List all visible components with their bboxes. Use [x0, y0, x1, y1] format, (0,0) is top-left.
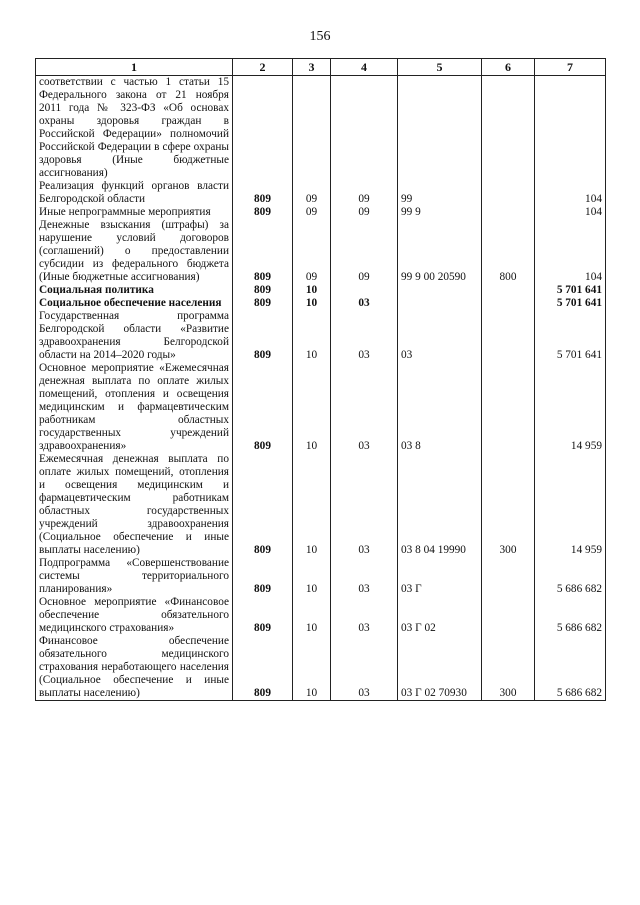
row-name: Реализация функций органов власти Белгородской области [36, 180, 233, 206]
cell-amount: 5 686 682 [535, 596, 606, 635]
cell-amount: 5 701 641 [535, 310, 606, 362]
cell-subsection [331, 284, 398, 297]
cell-amount: 104 [535, 219, 606, 284]
cell-section: 10 [293, 362, 331, 453]
cell-subsection [331, 76, 398, 181]
cell-subsection: 09 [331, 180, 398, 206]
table-row [36, 219, 606, 284]
cell-target-article [398, 297, 482, 310]
cell-target-article: 03 [398, 310, 482, 362]
cell-section: 10 [293, 557, 331, 596]
table-row [36, 596, 606, 635]
cell-target-article: 99 9 [398, 206, 482, 219]
row-name: Финансовое обеспечение обязательного медицинского страхования неработающего населения (Социальное обеспечение и иные выплаты населению) [36, 635, 233, 701]
cell-ministry: 809 [233, 310, 293, 362]
cell-expense-type [482, 362, 535, 453]
table-row [36, 284, 606, 297]
cell-expense-type [482, 297, 535, 310]
row-name: Денежные взыскания (штрафы) за нарушение условий договоров (соглашений) о предоставлении субсидии из федерального бюджета (Иные бюджетные ассигнования) [36, 219, 233, 284]
cell-expense-type: 800 [482, 219, 535, 284]
cell-ministry: 809 [233, 284, 293, 297]
cell-section: 09 [293, 219, 331, 284]
cell-ministry: 809 [233, 557, 293, 596]
cell-section [293, 76, 331, 181]
cell-section: 10 [293, 297, 331, 310]
cell-expense-type [482, 180, 535, 206]
column-header-5: 5 [398, 59, 482, 76]
row-name: Государственная программа Белгородской области «Развитие здравоохранения Белгородской области на 2014–2020 годы» [36, 310, 233, 362]
table-row [36, 362, 606, 453]
table-row [36, 557, 606, 596]
cell-subsection: 03 [331, 557, 398, 596]
row-name: Ежемесячная денежная выплата по оплате жилых помещений, отопления и освещения медицинским и фармацевтическим работникам областных государственных учреждений здравоохранения (Социальное обеспечение и иные выплаты населению) [36, 453, 233, 557]
cell-subsection: 03 [331, 635, 398, 701]
table-row [36, 453, 606, 557]
table-header-row [36, 59, 606, 76]
cell-amount: 5 686 682 [535, 635, 606, 701]
cell-target-article: 03 Г [398, 557, 482, 596]
cell-target-article: 99 9 00 20590 [398, 219, 482, 284]
cell-section: 10 [293, 453, 331, 557]
cell-amount: 104 [535, 206, 606, 219]
column-header-3: 3 [293, 59, 331, 76]
cell-section: 09 [293, 180, 331, 206]
table-row [36, 297, 606, 310]
row-name: Основное мероприятие «Финансовое обеспечение обязательного медицинского страхования» [36, 596, 233, 635]
cell-ministry: 809 [233, 219, 293, 284]
cell-section: 10 [293, 310, 331, 362]
cell-expense-type: 300 [482, 635, 535, 701]
cell-expense-type [482, 206, 535, 219]
row-name: Социальное обеспечение населения [36, 297, 233, 310]
cell-target-article [398, 76, 482, 181]
table-row [36, 635, 606, 701]
column-header-4: 4 [331, 59, 398, 76]
cell-ministry: 809 [233, 206, 293, 219]
cell-expense-type [482, 284, 535, 297]
cell-target-article: 03 Г 02 70930 [398, 635, 482, 701]
cell-subsection: 03 [331, 453, 398, 557]
cell-amount: 14 959 [535, 453, 606, 557]
cell-target-article [398, 284, 482, 297]
column-header-1: 1 [36, 59, 233, 76]
cell-target-article: 03 8 [398, 362, 482, 453]
cell-subsection: 03 [331, 362, 398, 453]
cell-expense-type: 300 [482, 453, 535, 557]
table-row [36, 310, 606, 362]
cell-ministry [233, 76, 293, 181]
cell-ministry: 809 [233, 297, 293, 310]
cell-expense-type [482, 76, 535, 181]
table-row [36, 206, 606, 219]
cell-ministry: 809 [233, 635, 293, 701]
cell-expense-type [482, 596, 535, 635]
cell-ministry: 809 [233, 180, 293, 206]
table-row [36, 180, 606, 206]
cell-expense-type [482, 310, 535, 362]
cell-ministry: 809 [233, 453, 293, 557]
cell-ministry: 809 [233, 362, 293, 453]
cell-amount: 104 [535, 180, 606, 206]
cell-subsection: 03 [331, 596, 398, 635]
cell-section: 10 [293, 596, 331, 635]
cell-subsection: 09 [331, 219, 398, 284]
column-header-6: 6 [482, 59, 535, 76]
cell-amount: 5 701 641 [535, 297, 606, 310]
cell-section: 10 [293, 635, 331, 701]
row-name: Основное мероприятие «Ежемесячная денежная выплата по оплате жилых помещений, отопления и освещения медицинским и фармацевтическим работникам областных государственных учреждений здравоохранения» [36, 362, 233, 453]
cell-subsection: 09 [331, 206, 398, 219]
cell-amount [535, 76, 606, 181]
budget-table [35, 58, 606, 701]
cell-subsection: 03 [331, 297, 398, 310]
page-number: 156 [309, 29, 331, 44]
cell-subsection: 03 [331, 310, 398, 362]
column-header-2: 2 [233, 59, 293, 76]
cell-section: 10 [293, 284, 331, 297]
row-name: Подпрограмма «Совершенствование системы территориального планирования» [36, 557, 233, 596]
cell-amount: 5 686 682 [535, 557, 606, 596]
row-name: Социальная политика [36, 284, 233, 297]
row-name: соответствии с частью 1 статьи 15 Федерального закона от 21 ноября 2011 года № 323-ФЗ «Об основах охраны здоровья граждан в Российской Федерации» полномочий Российской Федерации в сфере охраны здоровья (Иные бюджетные ассигнования) [36, 76, 233, 181]
cell-amount: 5 701 641 [535, 284, 606, 297]
cell-target-article: 99 [398, 180, 482, 206]
cell-ministry: 809 [233, 596, 293, 635]
cell-target-article: 03 8 04 19990 [398, 453, 482, 557]
row-name: Иные непрограммные мероприятия [36, 206, 233, 219]
cell-expense-type [482, 557, 535, 596]
cell-target-article: 03 Г 02 [398, 596, 482, 635]
cell-amount: 14 959 [535, 362, 606, 453]
cell-section: 09 [293, 206, 331, 219]
table-row [36, 76, 606, 181]
column-header-7: 7 [535, 59, 606, 76]
